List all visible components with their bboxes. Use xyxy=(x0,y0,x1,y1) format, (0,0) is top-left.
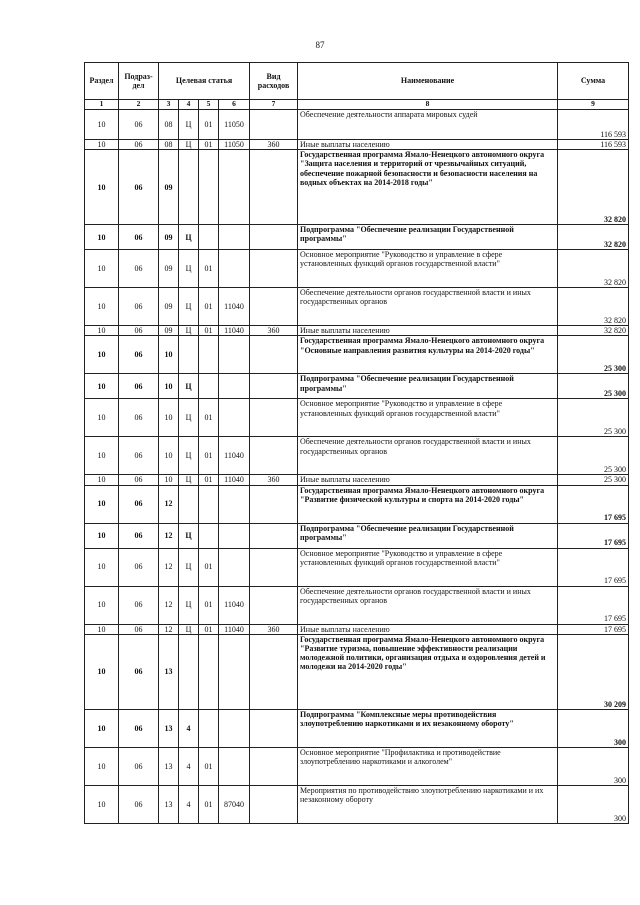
target-direction-cell xyxy=(219,250,250,288)
item-name-cell: Основное мероприятие "Руководство и управление в сфере установленных функций органов государственной власти" xyxy=(298,399,558,437)
target-subprogram-cell xyxy=(179,634,199,709)
item-name-cell: Иные выплаты населению xyxy=(298,624,558,634)
target-event-cell: 01 xyxy=(199,785,219,823)
table-row xyxy=(85,250,629,288)
table-row xyxy=(85,624,629,634)
table-row xyxy=(85,586,629,624)
table-row xyxy=(85,288,629,326)
target-subprogram-cell: Ц xyxy=(179,475,199,485)
target-subprogram-cell: 4 xyxy=(179,709,199,747)
expense-type-cell xyxy=(250,785,298,823)
target-subprogram-cell: Ц xyxy=(179,399,199,437)
col-name-header: Наименование xyxy=(298,63,558,100)
target-direction-cell xyxy=(219,336,250,374)
table-row xyxy=(85,785,629,823)
podrazdel-cell: 06 xyxy=(119,485,159,523)
razdel-cell: 10 xyxy=(85,374,119,399)
col-number: 1 xyxy=(85,100,119,110)
razdel-cell: 10 xyxy=(85,624,119,634)
item-name-cell: Подпрограмма "Комплексные меры противодействия злоупотреблению наркотиками и их незаконному обороту" xyxy=(298,709,558,747)
table-row xyxy=(85,485,629,523)
podrazdel-cell: 06 xyxy=(119,747,159,785)
col-number: 5 xyxy=(199,100,219,110)
amount-cell: 17 695 xyxy=(558,548,629,586)
col-number: 2 xyxy=(119,100,159,110)
amount-cell: 32 820 xyxy=(558,288,629,326)
amount-cell: 116 593 xyxy=(558,110,629,140)
target-subprogram-cell xyxy=(179,150,199,225)
target-event-cell: 01 xyxy=(199,288,219,326)
table-row xyxy=(85,374,629,399)
target-program-cell: 13 xyxy=(159,747,179,785)
target-direction-cell: 11050 xyxy=(219,140,250,150)
target-direction-cell xyxy=(219,523,250,548)
amount-cell: 17 695 xyxy=(558,485,629,523)
target-program-cell: 12 xyxy=(159,624,179,634)
page-number: 87 xyxy=(315,40,325,50)
target-subprogram-cell: Ц xyxy=(179,374,199,399)
col-number: 3 xyxy=(159,100,179,110)
target-direction-cell: 11040 xyxy=(219,586,250,624)
target-subprogram-cell: Ц xyxy=(179,548,199,586)
podrazdel-cell: 06 xyxy=(119,110,159,140)
target-direction-cell: 11040 xyxy=(219,624,250,634)
col-vid-header: Вид расходов xyxy=(250,63,298,100)
podrazdel-cell: 06 xyxy=(119,475,159,485)
table-row xyxy=(85,326,629,336)
expense-type-cell xyxy=(250,374,298,399)
razdel-cell: 10 xyxy=(85,785,119,823)
target-subprogram-cell xyxy=(179,336,199,374)
target-subprogram-cell xyxy=(179,485,199,523)
razdel-cell: 10 xyxy=(85,140,119,150)
item-name-cell: Государственная программа Ямало-Ненецкого автономного округа "Основные направления развития культуры на 2014-2020 годы" xyxy=(298,336,558,374)
expense-type-cell xyxy=(250,485,298,523)
table-row xyxy=(85,150,629,225)
table-row xyxy=(85,336,629,374)
item-name-cell: Иные выплаты населению xyxy=(298,326,558,336)
item-name-cell: Основное мероприятие "Руководство и управление в сфере установленных функций органов государственной власти" xyxy=(298,548,558,586)
razdel-cell: 10 xyxy=(85,326,119,336)
podrazdel-cell: 06 xyxy=(119,709,159,747)
expense-type-cell xyxy=(250,634,298,709)
razdel-cell: 10 xyxy=(85,225,119,250)
expense-type-cell xyxy=(250,586,298,624)
podrazdel-cell: 06 xyxy=(119,586,159,624)
amount-cell: 300 xyxy=(558,747,629,785)
podrazdel-cell: 06 xyxy=(119,437,159,475)
target-subprogram-cell: Ц xyxy=(179,250,199,288)
col-razdel-header: Раздел xyxy=(85,63,119,100)
target-subprogram-cell: Ц xyxy=(179,110,199,140)
target-program-cell: 09 xyxy=(159,250,179,288)
target-subprogram-cell: Ц xyxy=(179,586,199,624)
target-direction-cell xyxy=(219,399,250,437)
item-name-cell: Основное мероприятие "Профилактика и противодействие злоупотреблению наркотиками и алкоголем" xyxy=(298,747,558,785)
item-name-cell: Обеспечение деятельности аппарата мировых судей xyxy=(298,110,558,140)
target-program-cell: 09 xyxy=(159,288,179,326)
target-event-cell: 01 xyxy=(199,326,219,336)
target-direction-cell: 87040 xyxy=(219,785,250,823)
razdel-cell: 10 xyxy=(85,336,119,374)
target-event-cell: 01 xyxy=(199,475,219,485)
amount-cell: 300 xyxy=(558,785,629,823)
table-row xyxy=(85,225,629,250)
razdel-cell: 10 xyxy=(85,586,119,624)
razdel-cell: 10 xyxy=(85,110,119,140)
table-row xyxy=(85,747,629,785)
table-header-row xyxy=(85,63,629,100)
expense-type-cell xyxy=(250,336,298,374)
item-name-cell: Государственная программа Ямало-Ненецкого автономного округа "Защита населения и территорий от чрезвычайных ситуаций, обеспечение пожарной безопасности и безопасности населения на водных объектах на 2014-2018 годы" xyxy=(298,150,558,225)
podrazdel-cell: 06 xyxy=(119,785,159,823)
target-subprogram-cell: Ц xyxy=(179,523,199,548)
target-event-cell xyxy=(199,374,219,399)
razdel-cell: 10 xyxy=(85,634,119,709)
target-event-cell: 01 xyxy=(199,250,219,288)
podrazdel-cell: 06 xyxy=(119,523,159,548)
expense-type-cell: 360 xyxy=(250,624,298,634)
target-direction-cell: 11040 xyxy=(219,326,250,336)
amount-cell: 32 820 xyxy=(558,326,629,336)
target-program-cell: 12 xyxy=(159,586,179,624)
target-program-cell: 08 xyxy=(159,140,179,150)
target-event-cell xyxy=(199,336,219,374)
target-event-cell: 01 xyxy=(199,548,219,586)
target-subprogram-cell: Ц xyxy=(179,288,199,326)
amount-cell: 300 xyxy=(558,709,629,747)
expense-type-cell xyxy=(250,399,298,437)
item-name-cell: Обеспечение деятельности органов государственной власти и иных государственных органов xyxy=(298,288,558,326)
target-program-cell: 13 xyxy=(159,634,179,709)
table-row xyxy=(85,110,629,140)
podrazdel-cell: 06 xyxy=(119,624,159,634)
expense-type-cell xyxy=(250,523,298,548)
razdel-cell: 10 xyxy=(85,288,119,326)
razdel-cell: 10 xyxy=(85,485,119,523)
amount-cell: 17 695 xyxy=(558,624,629,634)
item-name-cell: Подпрограмма "Обеспечение реализации Государственной программы" xyxy=(298,374,558,399)
amount-cell: 25 300 xyxy=(558,399,629,437)
razdel-cell: 10 xyxy=(85,437,119,475)
expense-type-cell xyxy=(250,548,298,586)
target-event-cell: 01 xyxy=(199,110,219,140)
target-event-cell xyxy=(199,709,219,747)
target-direction-cell xyxy=(219,485,250,523)
podrazdel-cell: 06 xyxy=(119,548,159,586)
col-number: 4 xyxy=(179,100,199,110)
target-direction-cell xyxy=(219,548,250,586)
table-row xyxy=(85,634,629,709)
target-program-cell: 10 xyxy=(159,374,179,399)
amount-cell: 25 300 xyxy=(558,437,629,475)
amount-cell: 25 300 xyxy=(558,475,629,485)
target-event-cell: 01 xyxy=(199,399,219,437)
target-direction-cell: 11040 xyxy=(219,475,250,485)
budget-table xyxy=(84,62,629,824)
expense-type-cell xyxy=(250,747,298,785)
item-name-cell: Мероприятия по противодействию злоупотреблению наркотиками и их незаконному обороту xyxy=(298,785,558,823)
target-event-cell: 01 xyxy=(199,747,219,785)
target-direction-cell xyxy=(219,374,250,399)
target-direction-cell: 11040 xyxy=(219,288,250,326)
podrazdel-cell: 06 xyxy=(119,399,159,437)
target-program-cell: 10 xyxy=(159,437,179,475)
expense-type-cell: 360 xyxy=(250,326,298,336)
razdel-cell: 10 xyxy=(85,475,119,485)
target-event-cell xyxy=(199,485,219,523)
target-program-cell: 13 xyxy=(159,709,179,747)
col-podrazdel-header: Подраз- дел xyxy=(119,63,159,100)
expense-type-cell xyxy=(250,250,298,288)
target-program-cell: 12 xyxy=(159,523,179,548)
target-subprogram-cell: Ц xyxy=(179,225,199,250)
item-name-cell: Подпрограмма "Обеспечение реализации Государственной программы" xyxy=(298,523,558,548)
col-number: 8 xyxy=(298,100,558,110)
table-row xyxy=(85,399,629,437)
expense-type-cell xyxy=(250,437,298,475)
amount-cell: 32 820 xyxy=(558,150,629,225)
amount-cell: 116 593 xyxy=(558,140,629,150)
target-program-cell: 10 xyxy=(159,399,179,437)
target-direction-cell xyxy=(219,709,250,747)
col-celevaya-header: Целевая статья xyxy=(159,63,250,100)
target-direction-cell xyxy=(219,747,250,785)
razdel-cell: 10 xyxy=(85,250,119,288)
podrazdel-cell: 06 xyxy=(119,326,159,336)
amount-cell: 30 209 xyxy=(558,634,629,709)
target-program-cell: 13 xyxy=(159,785,179,823)
podrazdel-cell: 06 xyxy=(119,288,159,326)
target-program-cell: 09 xyxy=(159,225,179,250)
amount-cell: 17 695 xyxy=(558,523,629,548)
podrazdel-cell: 06 xyxy=(119,250,159,288)
podrazdel-cell: 06 xyxy=(119,634,159,709)
item-name-cell: Иные выплаты населению xyxy=(298,140,558,150)
table-row xyxy=(85,140,629,150)
table-row xyxy=(85,548,629,586)
razdel-cell: 10 xyxy=(85,523,119,548)
target-event-cell xyxy=(199,523,219,548)
target-direction-cell: 11050 xyxy=(219,110,250,140)
table-row xyxy=(85,709,629,747)
razdel-cell: 10 xyxy=(85,399,119,437)
razdel-cell: 10 xyxy=(85,747,119,785)
item-name-cell: Иные выплаты населению xyxy=(298,475,558,485)
target-event-cell: 01 xyxy=(199,586,219,624)
target-event-cell: 01 xyxy=(199,624,219,634)
podrazdel-cell: 06 xyxy=(119,140,159,150)
target-program-cell: 09 xyxy=(159,326,179,336)
item-name-cell: Подпрограмма "Обеспечение реализации Государственной программы" xyxy=(298,225,558,250)
target-event-cell: 01 xyxy=(199,437,219,475)
amount-cell: 32 820 xyxy=(558,225,629,250)
target-program-cell: 10 xyxy=(159,475,179,485)
target-program-cell: 09 xyxy=(159,150,179,225)
expense-type-cell xyxy=(250,288,298,326)
target-event-cell xyxy=(199,150,219,225)
podrazdel-cell: 06 xyxy=(119,336,159,374)
target-subprogram-cell: Ц xyxy=(179,326,199,336)
target-event-cell xyxy=(199,225,219,250)
table-row xyxy=(85,437,629,475)
podrazdel-cell: 06 xyxy=(119,374,159,399)
expense-type-cell: 360 xyxy=(250,140,298,150)
podrazdel-cell: 06 xyxy=(119,150,159,225)
expense-type-cell: 360 xyxy=(250,475,298,485)
target-program-cell: 12 xyxy=(159,548,179,586)
target-subprogram-cell: Ц xyxy=(179,624,199,634)
podrazdel-cell: 06 xyxy=(119,225,159,250)
col-number: 6 xyxy=(219,100,250,110)
col-number: 7 xyxy=(250,100,298,110)
target-event-cell xyxy=(199,634,219,709)
razdel-cell: 10 xyxy=(85,548,119,586)
table-row xyxy=(85,523,629,548)
table-body xyxy=(85,110,629,824)
target-subprogram-cell: Ц xyxy=(179,437,199,475)
target-subprogram-cell: Ц xyxy=(179,140,199,150)
target-program-cell: 08 xyxy=(159,110,179,140)
target-direction-cell xyxy=(219,225,250,250)
target-direction-cell: 11040 xyxy=(219,437,250,475)
razdel-cell: 10 xyxy=(85,709,119,747)
col-number: 9 xyxy=(558,100,629,110)
target-program-cell: 12 xyxy=(159,485,179,523)
amount-cell: 25 300 xyxy=(558,374,629,399)
expense-type-cell xyxy=(250,110,298,140)
target-program-cell: 10 xyxy=(159,336,179,374)
column-numbers-row xyxy=(85,100,629,110)
target-subprogram-cell: 4 xyxy=(179,747,199,785)
amount-cell: 32 820 xyxy=(558,250,629,288)
target-event-cell: 01 xyxy=(199,140,219,150)
expense-type-cell xyxy=(250,709,298,747)
target-subprogram-cell: 4 xyxy=(179,785,199,823)
col-summa-header: Сумма xyxy=(558,63,629,100)
target-direction-cell xyxy=(219,150,250,225)
item-name-cell: Обеспечение деятельности органов государственной власти и иных государственных органов xyxy=(298,586,558,624)
target-direction-cell xyxy=(219,634,250,709)
amount-cell: 25 300 xyxy=(558,336,629,374)
amount-cell: 17 695 xyxy=(558,586,629,624)
item-name-cell: Государственная программа Ямало-Ненецкого автономного округа "Развитие физической культуры и спорта на 2014-2020 годы" xyxy=(298,485,558,523)
item-name-cell: Государственная программа Ямало-Ненецкого автономного округа "Развитие туризма, повышение эффективности реализации молодежной политики, организация отдыха и оздоровления детей и молодежи на 2014-2020 годы" xyxy=(298,634,558,709)
table-row xyxy=(85,475,629,485)
expense-type-cell xyxy=(250,150,298,225)
item-name-cell: Обеспечение деятельности органов государственной власти и иных государственных органов xyxy=(298,437,558,475)
razdel-cell: 10 xyxy=(85,150,119,225)
expense-type-cell xyxy=(250,225,298,250)
item-name-cell: Основное мероприятие "Руководство и управление в сфере установленных функций органов государственной власти" xyxy=(298,250,558,288)
